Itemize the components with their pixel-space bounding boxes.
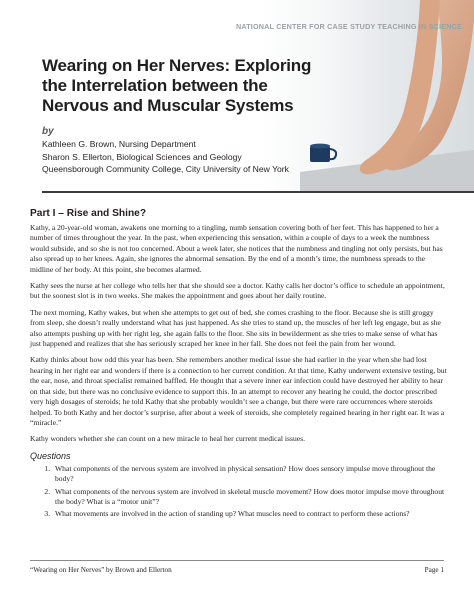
organization-label: NATIONAL CENTER FOR CASE STUDY TEACHING IN SCIENCE: [235, 22, 462, 31]
main-content: [30, 208, 450, 522]
question-item: 1. What components of the nervous system are involved in physical sensation? How does sensory impulse move throughout the body?: [52, 464, 450, 485]
paragraph: Kathy sees the nurse at her college who tells her that she should see a doctor. Kathy calls her doctor’s office to schedule an appointment, but the soonest slot is in two weeks. She makes the appointment and goes about her daily routine.: [30, 281, 445, 301]
part-heading: Part I – Rise and Shine?: [30, 208, 147, 219]
paragraph: The next morning, Kathy wakes, but when she attempts to get out of bed, she comes crashing to the floor. Because she is still groggy from sleep, she doesn’t really understand what has just happened. As she tries to stand up, the muscles of her left leg engage, but as she also attempts pushing up with her right leg, she again falls to the floor. She sits in bewilderment as she tries to make sense of what has just happened and realizes that she has seriously scraped her knee in her fall. She does not feel the pain from her wound.: [30, 307, 441, 349]
header-divider: [42, 191, 474, 193]
author-line-3: Queensborough Community College, City University of New York: [42, 164, 289, 174]
by-label: by: [42, 126, 54, 137]
footer-divider: [30, 560, 444, 561]
questions-list: [30, 464, 450, 520]
header-banner: [0, 0, 474, 192]
paragraph: Kathy, a 20-year-old woman, awakens one morning to a tingling, numb sensation covering both of her feet. This has happened to her a number of times throughout the year. In the past, when experiencing this sensation, within a couple of days to a week the numbness would subside, and so she is not too concerned. About a week later, she notices that the numbness and tingling not only persists, but has also spread up to her knees. Again, she ignores the abnormal sensation. By the end of a month’s time, the numbness spreads to the midline of her body. At this point, she becomes alarmed.: [30, 223, 443, 274]
paragraph: Kathy thinks about how odd this year has been. She remembers another medical issue she had earlier in the year when she had lost hearing in her right ear and wonders if there is a connection to her current condition. At that time, Kathy underwent extensive testing, but the ear, nose, and throat specialist remained baffled. He thought that a severe inner ear infection could have destroyed her ability to hear on that side, but there was no conclusive evidence to support this. In an attempt to recover any hearing he could, the doctor prescribed very high dosages of steroids; he told Kathy that she probably wouldn’t see a change, but there were rare occurrences where steroids helped. To both Kathy and her doctor’s surprise, after about a week of steroids, she completely regained hearing in her right ear. It was a “miracle.”: [30, 355, 447, 427]
author-line-1: Kathleen G. Brown, Nursing Department: [42, 139, 196, 149]
page-title: Wearing on Her Nerves: Exploring the Interrelation between the Nervous and Muscular Systems: [42, 56, 312, 115]
byline: [42, 126, 289, 176]
footer-citation: “Wearing on Her Nerves” by Brown and Ellerton: [30, 566, 172, 574]
question-item: 2. What components of the nervous system are involved in skeletal muscle movement? How does motor impulse move throughout the body? What is a “motor unit”?: [52, 487, 450, 508]
page-number: Page 1: [424, 566, 444, 574]
question-item: 3. What movements are involved in the action of standing up? What muscles need to contract to perform these actions?: [52, 509, 450, 519]
questions-heading: Questions: [30, 450, 71, 461]
paragraph: Kathy wonders whether she can count on a new miracle to heal her current medical issues.: [30, 434, 305, 444]
author-line-2: Sharon S. Ellerton, Biological Sciences and Geology: [42, 151, 242, 162]
